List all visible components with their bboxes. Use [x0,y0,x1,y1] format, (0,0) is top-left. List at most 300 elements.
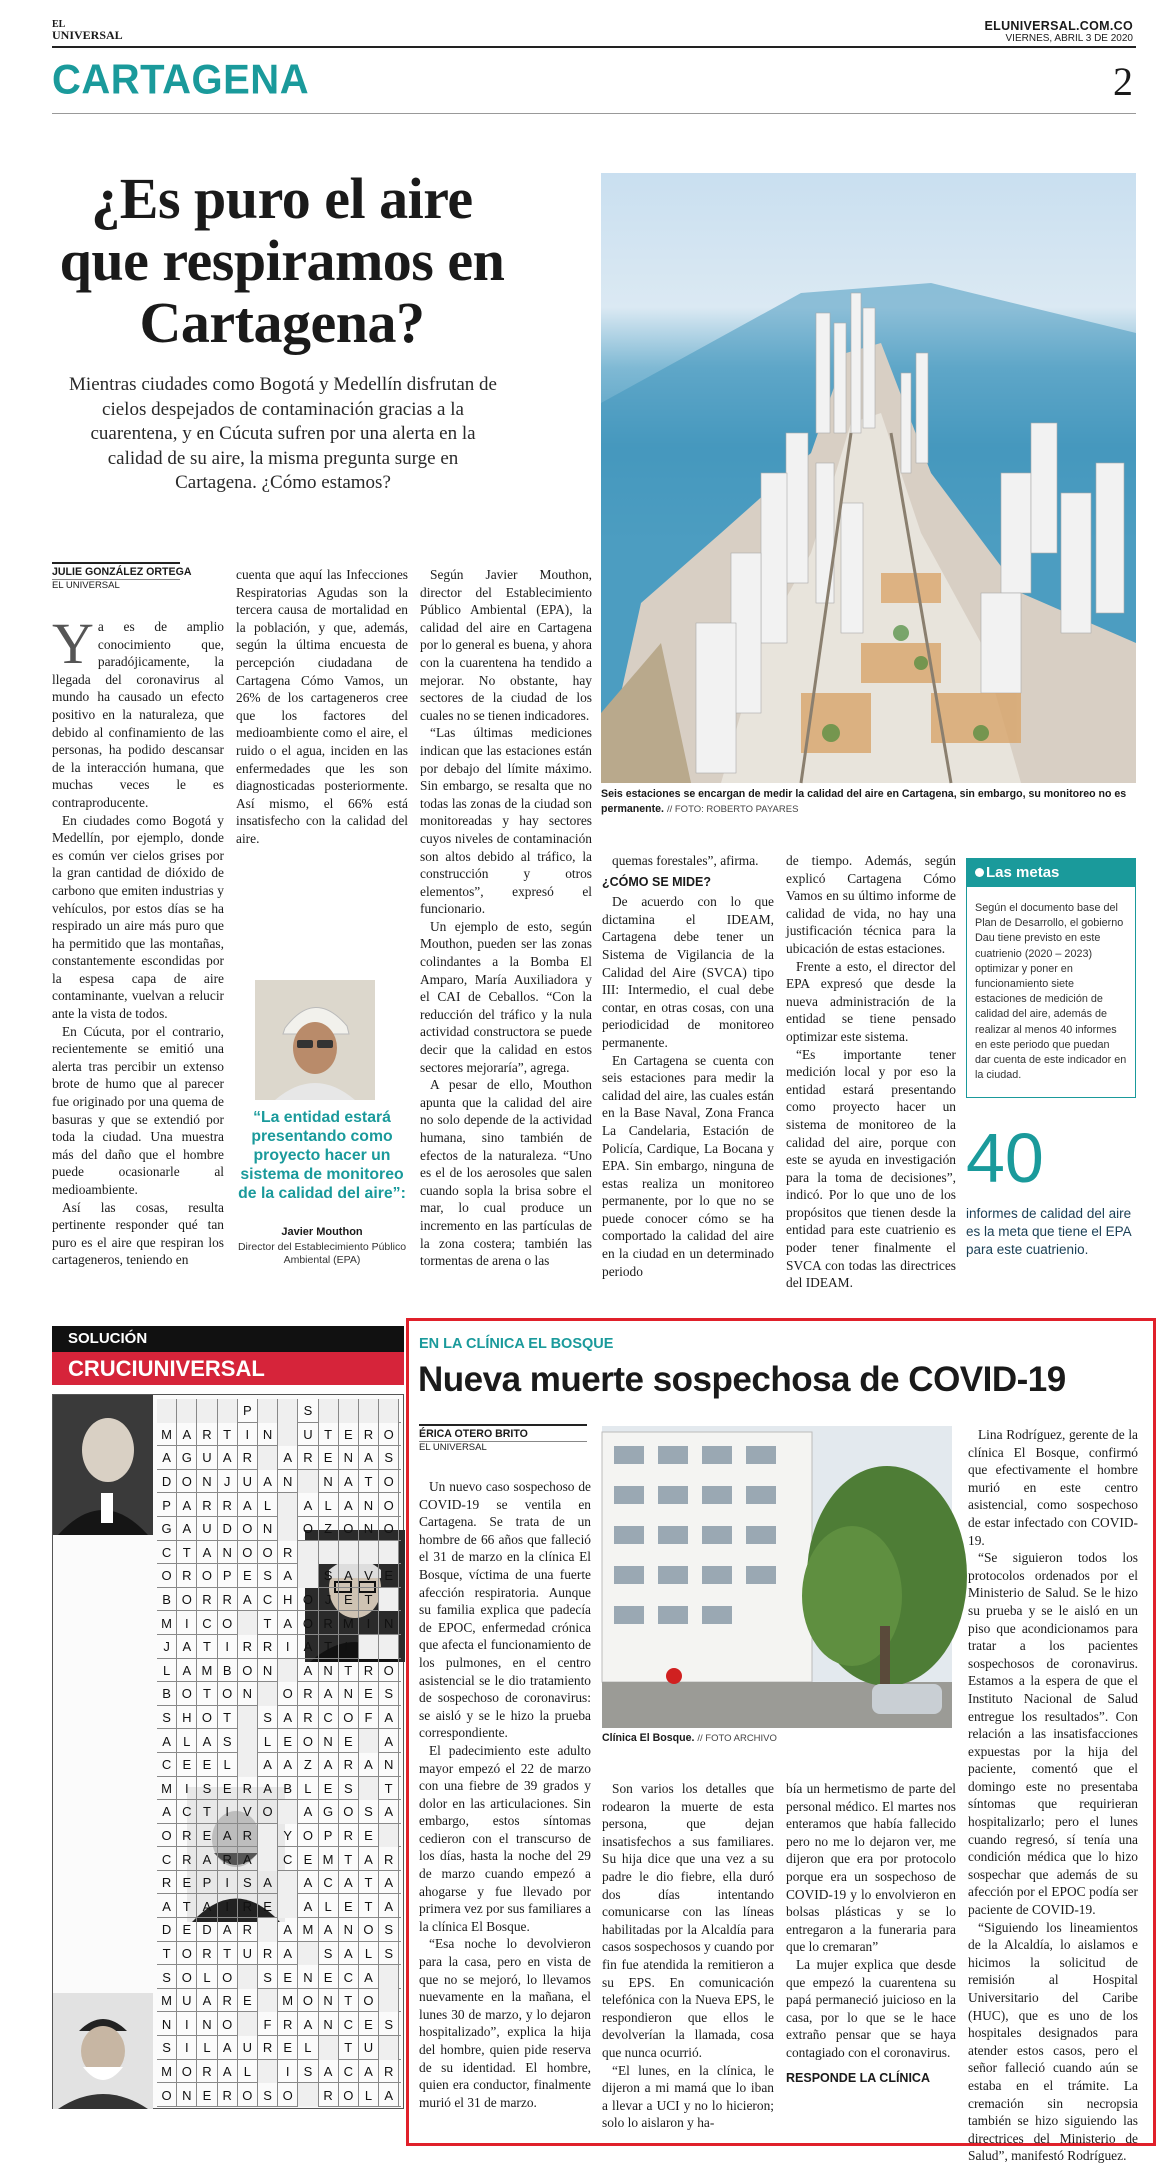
crossword-cell [278,1659,298,1683]
main-headline: ¿Es puro el aire que respiramos en Cartagena? [59,166,505,355]
crossword-cell: A [278,1446,298,1470]
main-col4-p1: quemas forestales”, afirma. [612,853,759,868]
main-col3-p2: “Las últimas mediciones indican que las estaciones están por debajo del límite máximo. Sin embargo, se resalta que no todas las zonas de la ciudad son monitoreadas y hay sectores cuyos niveles de contaminación son altos debido al tráfico, la construcción y otros elementos”, expresó el funcionario. [420,725,592,917]
crossword-cell [258,1847,278,1871]
crossword-cell: I [359,1611,379,1635]
crossword-cell: N [319,1659,339,1683]
crossword-cell: T [339,2036,359,2060]
second-article-col-1 [419,1478,591,2126]
crossword-cell: J [319,1588,339,1612]
crossword-cell [359,1399,379,1423]
main-col3-p1: Según Javier Mouthon, director del Establecimiento Público Ambiental (EPA), la calidad del aire en Cartagena por lo general es buena, y ahora con la cuarentena ha tendido a mejorar. No obstante, hay sectores de la ciudad de los cuales no se tienen indicadores. [420,567,592,723]
crossword-cell: S [379,1682,399,1706]
crossword-cell: E [359,1682,379,1706]
crossword-cell: M [157,1423,177,1447]
second-headline: Nueva muerte sospechosa de COVID-19 [418,1360,1066,1399]
main-article-col-2 [236,566,408,846]
stat-number: 40 [966,1119,1044,1197]
masthead-logo: EL UNIVERSAL [52,19,123,42]
main-article-col-5 [786,852,956,1291]
main-col5-p2: Frente a esto, el director del EPA expresó que desde la nueva administración de la entidad se tiene pensado optimizar este sistema. [786,958,956,1044]
crossword-cell: L [238,2060,258,2084]
crossword-cell: Z [298,1753,318,1777]
crossword-cell: D [218,1517,238,1541]
crossword-cell: T [218,1942,238,1966]
main-article-col-4 [602,852,774,1278]
crossword-row [157,1399,401,1423]
crossword-cell: M [157,1611,177,1635]
crossword-cell: E [197,1753,217,1777]
crossword-cell: P [157,1493,177,1517]
main-byline-org: EL UNIVERSAL [52,580,120,591]
clinic-photo-caption [602,1732,777,1744]
crossword-row [157,2083,401,2107]
section-rule [52,113,1136,114]
crossword-cell: O [238,1541,258,1565]
crossword-cell: E [339,1729,359,1753]
crossword-cell: T [197,1800,217,1824]
crossword-cell: N [157,2012,177,2036]
crossword-cell: O [359,1918,379,1942]
crossword-cell: O [339,1706,359,1730]
crossword-cell [379,1588,399,1612]
crossword-cell [379,1965,399,1989]
crossword-cell: G [319,1800,339,1824]
crossword-cell: R [177,1564,197,1588]
crossword-cell: A [379,1894,399,1918]
crossword-cell: E [238,1564,258,1588]
crossword-cell: H [278,1588,298,1612]
crossword-cell: U [177,1989,197,2013]
crossword-cell [238,1729,258,1753]
crossword-cell [298,1942,318,1966]
portrait-old-man-illustration [53,1395,153,1535]
crossword-cell: U [238,1470,258,1494]
crossword-cell: E [339,1423,359,1447]
crossword-cell: E [278,1729,298,1753]
crossword-cell: R [298,1682,318,1706]
crossword-cell [258,1918,278,1942]
crossword-cell: O [197,1706,217,1730]
crossword-cell: V [359,1564,379,1588]
crossword-cell: C [339,2060,359,2084]
crossword-cell: O [177,1470,197,1494]
crossword-cell: O [278,2083,298,2107]
section-title: CARTAGENA [52,56,310,104]
crossword-cell: M [157,1989,177,2013]
crossword-cell: S [339,1777,359,1801]
clinic-photo-credit: // FOTO ARCHIVO [697,1733,777,1744]
crossword-row [157,1989,401,2013]
main-photo-credit: // FOTO: ROBERTO PAYARES [666,803,799,815]
crossword-grid [157,1399,401,2107]
crossword-cell: N [278,1470,298,1494]
crossword-cell: A [298,1871,318,1895]
crossword-cell: C [319,1871,339,1895]
crossword-row [157,1729,401,1753]
javier-mouthon-portrait [255,980,375,1100]
crossword-cell: S [157,2036,177,2060]
crossword-cell: O [238,1659,258,1683]
crossword-cell: N [258,1659,278,1683]
crossword-cell: B [157,1588,177,1612]
crossword-cell: L [258,1493,278,1517]
crossword-cell: A [319,2060,339,2084]
main-col4-p2: De acuerdo con lo que dictamina el IDEAM, Cartagena debe tener un Sistema de Vigilancia de la Calidad del Aire (SVCA) tipo III: Intermedio, el cual debe contar, en otras cosas, con una periodicidad de monitoreo permanente. [602,894,774,1050]
crossword-portrait-4 [53,1993,153,2109]
crossword-cell [298,2083,318,2107]
crossword-cell [278,1894,298,1918]
main-photo-caption [601,787,1146,817]
crossword-cell [298,1470,318,1494]
crossword-cell: R [238,1824,258,1848]
crossword-cell: J [157,1635,177,1659]
crossword-cell: E [379,1564,399,1588]
clinic-photo-caption-text: Clínica El Bosque. [602,1732,695,1744]
crossword-cell: A [218,1824,238,1848]
crossword-cell: L [359,1942,379,1966]
crossword-row [157,1470,401,1494]
crossword-cell: B [278,1777,298,1801]
crossword-cell: S [319,1942,339,1966]
crossword-cell: O [298,1517,318,1541]
crossword-cell: S [379,2012,399,2036]
crossword-cell: O [238,2083,258,2107]
crossword-cell: A [177,1493,197,1517]
main-photo-caption-text: Seis estaciones se encargan de medir la calidad del aire en Cartagena, sin embargo, su monitoreo no es permanente. [601,788,1127,815]
crossword-cell [278,1871,298,1895]
crossword-cell: E [359,1824,379,1848]
crossword-cell [177,1399,197,1423]
crossword-cell: C [197,1611,217,1635]
crossword-cell: R [258,1942,278,1966]
crossword-cell: O [298,1588,318,1612]
crossword-cell: O [359,1989,379,2013]
second-kicker: EN LA CLÍNICA EL BOSQUE [419,1336,614,1352]
crossword-cell [197,1399,217,1423]
crossword-cell: A [319,1682,339,1706]
crossword-cell [379,1635,399,1659]
crossword-cell: L [177,1729,197,1753]
crossword-cell: N [319,2012,339,2036]
crossword-cell: E [238,1989,258,2013]
crossword-row [157,1493,401,1517]
crossword-cell: A [359,1753,379,1777]
crossword-row [157,1800,401,1824]
crossword-cell: O [238,1517,258,1541]
crossword-cell: A [258,1871,278,1895]
crossword-cell: O [157,1564,177,1588]
main-col5-p1: de tiempo. Además, según explicó Cartagena Cómo Vamos en su último informe de calidad de vida, no hay una justificación técnica para la ubicación de estas estaciones. [786,853,956,956]
crossword-row [157,1541,401,1565]
crossword-cell: U [197,1517,217,1541]
crossword-cell: N [298,1965,318,1989]
crossword-cell: N [319,1470,339,1494]
crossword-cell: E [298,1847,318,1871]
crossword-cell [218,1399,238,1423]
crossword-cell: M [197,1659,217,1683]
pull-quote: “La entidad estará presentando como proyecto hacer un sistema de monitoreo de la calidad del aire”: [238,1109,406,1202]
crossword-row [157,1847,401,1871]
crossword-cell: N [339,1918,359,1942]
crossword-row [157,1659,401,1683]
crossword-cell [359,1541,379,1565]
crossword-cell: A [177,1423,197,1447]
second-byline-rule [419,1424,587,1426]
crossword-cell: R [359,1423,379,1447]
crossword-cell: O [177,1965,197,1989]
crossword-cell: A [177,1517,197,1541]
crossword-cell [298,1564,318,1588]
crossword-row [157,2012,401,2036]
main-byline-name: JULIE GONZÁLEZ ORTEGA [52,566,192,578]
crossword-row [157,1635,401,1659]
crossword-cell: M [319,1847,339,1871]
quote-person-title: Director del Establecimiento Público Ambiental (EPA) [237,1241,407,1266]
crossword-cell: S [218,1729,238,1753]
crossword-cell: O [339,1800,359,1824]
crossword-cell [278,1800,298,1824]
crossword-cell: L [157,1659,177,1683]
las-metas-text: Según el documento base del Plan de Desarrollo, el gobierno Dau tiene previsto en este cuatrienio (2020 – 2023) optimizar y poner en funcionamiento siete estaciones de medición de calidad del aire, además de realizar al menos 40 informes en este periodo que puedan dar cuenta de este indicador en la ciudad. [975,902,1127,1082]
crossword-cell: R [218,1493,238,1517]
crossword-cell: A [379,1729,399,1753]
crossword-cell: A [379,1871,399,1895]
crossword-cell: O [298,1611,318,1635]
crossword-cell: R [258,2036,278,2060]
crossword-cell: E [197,2083,217,2107]
crossword-cell: U [197,1446,217,1470]
crossword-row [157,1706,401,1730]
crossword-cell [379,1399,399,1423]
crossword-row [157,1611,401,1635]
crossword-cell: R [197,2060,217,2084]
main-col1-p2: En ciudades como Bogotá y Medellín, por ejemplo, donde es común ver cielos grises por la gran cantidad de dióxido de carbono que emiten industrias y vehículos, por estos días se ha respirado un aire más puro que ha permitido que las montañas, constantemente escondidas por la espesa capa de aire contaminante, vuelvan a relucir ante la vista de todos. [52,812,224,1022]
crossword-board [52,1394,404,2109]
crossword-title: CRUCIUNIVERSAL [52,1352,404,1385]
main-col2-p1: cuenta que aquí las Infecciones Respiratorias Agudas son la tercera causa de mortalidad en la población, y que, además, según la última encuesta de percepción ciudadana de Cartagena Cómo Vamos, un 26% de los cartageneros cree que los factores del medioambiente como el aire, el ruido o el agua, inciden en las enfermedades que les son diagnosticadas posteriormente. Así mismo, el 66% está insatisfecho con la calidad del aire. [236,567,408,846]
crossword-cell: R [359,1659,379,1683]
crossword-cell: D [157,1918,177,1942]
crossword-cell: A [379,2083,399,2107]
crossword-cell: A [278,1918,298,1942]
crossword-cell: E [319,1777,339,1801]
crossword-row [157,2060,401,2084]
second-col3-p1: bía un hermetismo de parte del personal médico. El martes nos enteramos que había fallecido pero no me lo dejaron ver, me dijeron que era por protocolo porque era un sospechoso de COVID-19 y lo envolvieron en bolsas plásticas y se lo entregaron a la funeraria para que lo cremaran” [786,1781,956,1955]
bullet-dot-icon [975,868,984,877]
crossword-cell: M [157,2060,177,2084]
crossword-cell: E [339,1894,359,1918]
second-article-col-3 [786,1780,956,2126]
crossword-cell: A [359,1847,379,1871]
crossword-cell: N [359,1493,379,1517]
crossword-cell: S [298,1399,318,1423]
main-col1-p4: Así las cosas, resulta pertinente responder qué tan puro es el aire que respiran los cartageneros, teniendo en [52,1199,224,1268]
las-metas-title: Las metas [986,864,1060,881]
crossword-cell [238,1611,258,1635]
crossword-cell: R [379,1847,399,1871]
second-byline-org: EL UNIVERSAL [419,1442,487,1453]
crossword-cell: P [197,1871,217,1895]
crossword-row [157,1942,401,1966]
crossword-kicker: SOLUCIÓN [52,1326,404,1352]
crossword-cell: O [177,2060,197,2084]
crossword-cell: R [177,1824,197,1848]
crossword-cell: R [218,1989,238,2013]
crossword-cell: T [218,1423,238,1447]
crossword-cell: B [218,1659,238,1683]
crossword-cell: N [258,1517,278,1541]
crossword-cell: A [238,1493,258,1517]
crossword-cell: R [218,1588,238,1612]
crossword-cell [298,1541,318,1565]
crossword-cell: O [298,1729,318,1753]
crossword-cell [379,1824,399,1848]
crossword-cell: T [359,1470,379,1494]
crossword-cell: T [339,1989,359,2013]
crossword-row [157,1871,401,1895]
crossword-cell: O [177,1588,197,1612]
crossword-cell: O [258,1541,278,1565]
crossword-cell: A [258,1470,278,1494]
crossword-cell: R [379,2060,399,2084]
cartagena-aerial-photo [601,173,1136,783]
crossword-cell: E [319,1965,339,1989]
crossword-cell: Y [278,1824,298,1848]
crossword-cell: N [197,1470,217,1494]
crossword-cell: C [339,1965,359,1989]
crossword-cell: G [177,1446,197,1470]
crossword-cell: T [197,1682,217,1706]
crossword-cell: N [379,1753,399,1777]
crossword-cell: A [278,1706,298,1730]
crossword-cell: T [177,1894,197,1918]
crossword-cell: N [359,1517,379,1541]
crossword-cell: S [319,1564,339,1588]
crossword-cell: A [339,1564,359,1588]
crossword-cell: S [238,1871,258,1895]
crossword-row [157,1682,401,1706]
crossword-cell: A [319,1753,339,1777]
crossword-cell: T [258,1611,278,1635]
crossword-cell: R [238,1918,258,1942]
crossword-row [157,1588,401,1612]
crossword-cell: T [319,1423,339,1447]
crossword-cell: H [177,1706,197,1730]
crossword-cell: M [278,1989,298,2013]
main-col3-p3: Un ejemplo de esto, según Mouthon, pueden ser las zonas colindantes a la Bomba El Amparo, María Auxiliadora y el CAI de Ceballos. “Con la reducción del tráfico y la nula actividad constructora se puede decir que la calidad en estos sectores mejoraría”, agrega. [420,918,592,1075]
crossword-cell: S [258,1965,278,1989]
stat-text: informes de calidad del aire es la meta que tiene el EPA para este cuatrienio. [966,1206,1132,1257]
crossword-cell: N [319,1729,339,1753]
crossword-cell [258,1989,278,2013]
crossword-cell: S [359,1800,379,1824]
crossword-cell: A [238,1847,258,1871]
masthead-date: VIERNES, ABRIL 3 DE 2020 [1005,33,1133,44]
crossword-cell: I [218,1894,238,1918]
crossword-cell: E [319,1446,339,1470]
crossword-cell: L [359,2083,379,2107]
crossword-cell: G [157,1517,177,1541]
crossword-cell: C [157,1847,177,1871]
crossword-cell: I [278,2060,298,2084]
masthead-website: ELUNIVERSAL.COM.CO [984,19,1133,33]
crossword-cell: S [379,1942,399,1966]
crossword-cell: E [359,2012,379,2036]
crossword-cell: N [379,1611,399,1635]
second-col4-p3: “Siguiendo los lineamientos de la Alcaldía, lo aislamos e hicimos la solicitud de remisión al Hospital Universitario del Caribe (HUC), que es uno de los hospitales designados para atender estos casos, pero el señor falleció cuando aún se estaba en el trámite. La cremación sin necropsia también se hizo siguiendo las directrices del Ministerio de Salud”, manifestó Rodríguez. [968,1919,1138,2164]
crossword-cell: N [197,2012,217,2036]
crossword-cell: R [157,1871,177,1895]
crossword-cell [238,1753,258,1777]
crossword-cell: A [339,1871,359,1895]
crossword-cell: R [218,1847,238,1871]
crossword-cell: L [319,1894,339,1918]
crossword-cell: C [177,1800,197,1824]
crossword-cell [359,1777,379,1801]
crossword-cell: P [319,1824,339,1848]
crossword-cell: A [298,1800,318,1824]
crossword-cell: E [258,1894,278,1918]
crossword-cell: N [218,1541,238,1565]
crossword-cell [278,1517,298,1541]
aerial-city-illustration [601,173,1136,783]
crossword-cell: E [278,2036,298,2060]
crossword-cell: N [177,2083,197,2107]
crossword-cell: O [218,1965,238,1989]
crossword-cell [278,1399,298,1423]
crossword-cell: L [339,1635,359,1659]
crossword-cell [258,1399,278,1423]
crossword-cell: N [238,1682,258,1706]
crossword-cell [339,1541,359,1565]
crossword-cell: R [258,1635,278,1659]
crossword-cell: S [379,1446,399,1470]
crossword-row [157,1753,401,1777]
crossword-cell: R [197,1493,217,1517]
crossword-cell: C [339,2012,359,2036]
crossword-cell [359,1729,379,1753]
crossword-row [157,2036,401,2060]
crossword-row [157,1564,401,1588]
crossword-cell: O [379,1659,399,1683]
crossword-cell: R [197,1423,217,1447]
second-article-col-4 [968,1426,1138,2164]
crossword-cell: O [177,1682,197,1706]
crossword-cell: T [157,1942,177,1966]
crossword-cell: A [197,1847,217,1871]
second-col4-p2: “Se siguieron todos los protocolos ordenados por el Ministerio de Salud. Se le hizo su prueba y se le aisló en un piso que acondicionamos para tratar a los pacientes sospechosos de coronavirus. Estamos a la espera de que el Instituto Nacional de Salud entregue los resultados”. Con relación a las insatisfacciones expuestas por la hija del paciente, comentó que el domingo este no presentaba síntomas que requirieran hospitalizarlo; pero el lunes cuando regresó, sí tenía una condición médica que lo hizo sospechar que además de su afección por el EPOC podía ser paciente de COVID-19. [968,1550,1138,1918]
crossword-cell: V [238,1800,258,1824]
crossword-cell: S [258,2083,278,2107]
main-col5-p3: “Es importante tener medición local y por eso la entidad estará presentando como proyecto hacer un sistema de monitoreo de la calidad del aire, porque con este se ayuda en investigación para la toma de decisiones”, indicó. Por lo que uno de los propósitos que tienen desde la entidad para este cuatrienio es poder tener finalmente el SVCA con todas las directrices del IDEAM. [786,1046,956,1291]
main-col4-p3: En Cartagena se cuenta con seis estaciones para medir la calidad del aire, las cuales están en la Base Naval, Zona Franca La Candelaria, Estación de Policía, Cardique, La Bocana y EPA. Sin embargo, ninguna de estas realiza un monitoreo permanente, por lo que no se puede conocer cómo se ha comportado la calidad del aire en la ciudad en un determinado periodo [602,1052,774,1279]
crossword-cell: I [218,1635,238,1659]
crossword-cell: A [278,1564,298,1588]
crossword-cell: A [177,1635,197,1659]
page-number: 2 [1113,59,1133,104]
crossword-cell [319,1399,339,1423]
crossword-cell: O [379,1423,399,1447]
crossword-cell: T [177,1541,197,1565]
crossword-cell: A [359,1446,379,1470]
crossword-cell [238,1965,258,1989]
crossword-cell: R [238,1446,258,1470]
crossword-row [157,1517,401,1541]
crossword-cell: N [319,1989,339,2013]
crossword-cell: T [379,1777,399,1801]
crossword-cell: O [278,1682,298,1706]
